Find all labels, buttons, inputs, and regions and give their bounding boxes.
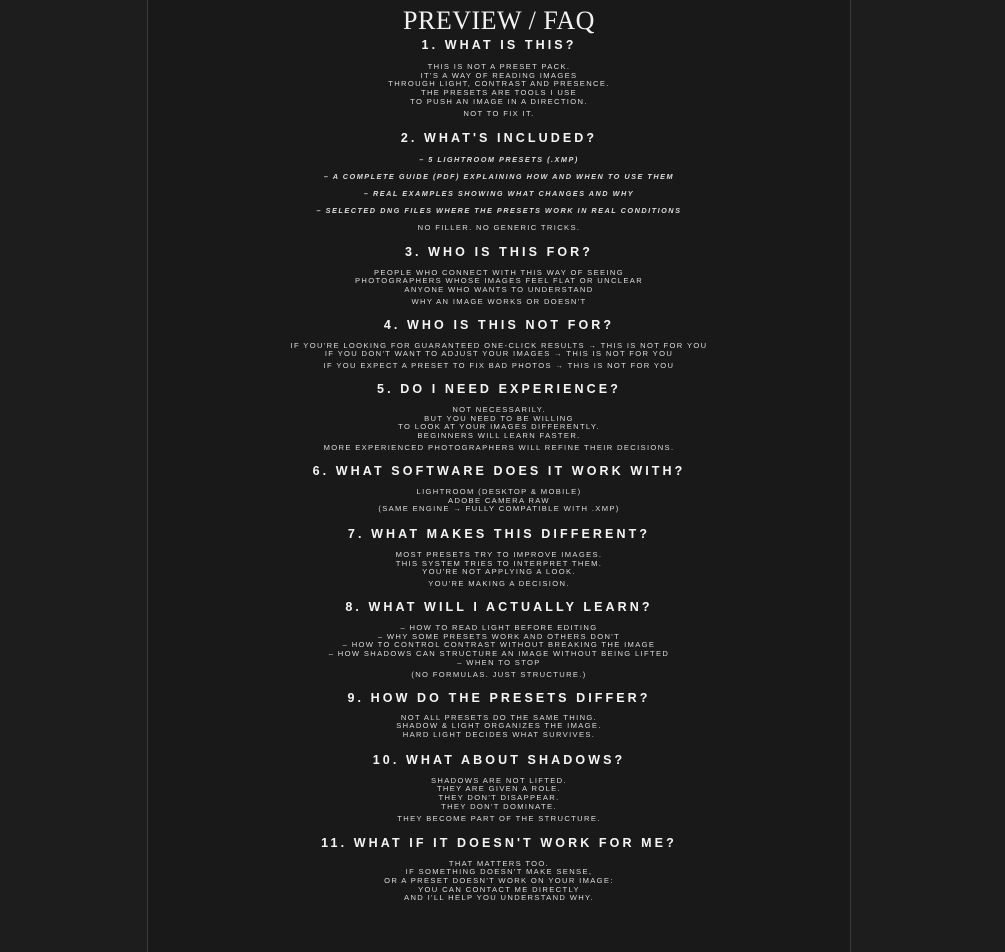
faq-section — [148, 463, 850, 514]
answer-closing: YOU'RE MAKING A DECISION. — [428, 579, 570, 589]
faq-question: 2. WHAT'S INCLUDED? — [400, 130, 598, 145]
answer-line: THIS SYSTEM TRIES TO INTERPRET THEM. — [395, 558, 603, 568]
answer-line: ANYONE WHO WANTS TO UNDERSTAND — [404, 284, 594, 294]
answer-line: IF YOU'RE LOOKING FOR GUARANTEED ONE-CLICK RESULTS → THIS IS NOT FOR YOU — [290, 340, 708, 350]
answer-closing: MORE EXPERIENCED PHOTOGRAPHERS WILL REFINE THEIR DECISIONS. — [323, 442, 675, 452]
faq-answer — [148, 269, 850, 306]
answer-line: THEY DON'T DOMINATE. — [441, 801, 557, 811]
answer-line: OR A PRESET DOESN'T WORK ON YOUR IMAGE: — [384, 875, 614, 885]
faq-question: 6. WHAT SOFTWARE DOES IT WORK WITH? — [312, 463, 686, 478]
faq-section — [148, 130, 850, 232]
answer-closing: NO FILLER. NO GENERIC TRICKS. — [417, 222, 581, 232]
answer-closing: (NO FORMULAS. JUST STRUCTURE.) — [411, 669, 587, 679]
faq-answer — [148, 342, 850, 370]
faq-answer — [148, 63, 850, 118]
answer-line: SHADOW & LIGHT ORGANIZES THE IMAGE. — [396, 721, 602, 731]
faq-answer — [148, 714, 850, 740]
answer-line: AND I'LL HELP YOU UNDERSTAND WHY. — [404, 893, 594, 903]
faq-section — [148, 381, 850, 452]
answer-line: TO LOOK AT YOUR IMAGES DIFFERENTLY. — [398, 422, 600, 432]
faq-answer — [148, 624, 850, 679]
page-title: PREVIEW / FAQ — [403, 6, 595, 35]
answer-closing: NOT TO FIX IT. — [463, 108, 535, 118]
faq-answer — [148, 551, 850, 588]
faq-section — [148, 690, 850, 740]
faq-answer — [148, 406, 850, 452]
answer-line: – HOW TO CONTROL CONTRAST WITHOUT BREAKING THE IMAGE — [342, 640, 656, 650]
faq-answer — [148, 777, 850, 823]
answer-line: THIS IS NOT A PRESET PACK. — [427, 62, 571, 71]
faq-question: 5. DO I NEED EXPERIENCE? — [377, 382, 621, 397]
answer-line: (SAME ENGINE → FULLY COMPATIBLE WITH .XMP) — [378, 504, 620, 514]
document-page — [147, 0, 851, 952]
answer-line: YOU CAN CONTACT ME DIRECTLY — [418, 884, 580, 894]
faq-answer — [148, 155, 850, 232]
faq-question: 10. WHAT ABOUT SHADOWS? — [372, 752, 626, 767]
answer-line: NOT ALL PRESETS DO THE SAME THING. — [400, 712, 598, 722]
faq-section — [148, 752, 850, 823]
faq-question: 9. HOW DO THE PRESETS DIFFER? — [347, 690, 651, 705]
answer-line: SHADOWS ARE NOT LIFTED. — [431, 775, 567, 785]
answer-closing: WHY AN IMAGE WORKS OR DOESN'T — [411, 296, 587, 306]
included-item: – SELECTED DNG FILES WHERE THE PRESETS WORK IN REAL CONDITIONS — [316, 205, 682, 215]
answer-line: THAT MATTERS TOO. — [448, 858, 550, 868]
answer-line: BUT YOU NEED TO BE WILLING — [424, 413, 574, 423]
answer-line: ADOBE CAMERA RAW — [448, 495, 550, 505]
answer-line: IF YOU DON'T WANT TO ADJUST YOUR IMAGES → THIS IS NOT FOR YOU — [324, 349, 674, 359]
answer-line: THEY DON'T DISAPPEAR. — [438, 793, 560, 803]
answer-line: IT'S A WAY OF READING IMAGES — [420, 70, 578, 80]
answer-line: – HOW SHADOWS CAN STRUCTURE AN IMAGE WITHOUT BEING LIFTED — [328, 649, 670, 659]
faq-section — [148, 835, 850, 904]
faq-section — [148, 526, 850, 588]
faq-question: 8. WHAT WILL I ACTUALLY LEARN? — [345, 600, 653, 615]
answer-line: PEOPLE WHO CONNECT WITH THIS WAY OF SEEING — [374, 267, 624, 277]
faq-section — [148, 37, 850, 118]
answer-line: TO PUSH AN IMAGE IN A DIRECTION. — [410, 96, 588, 106]
included-item: – A COMPLETE GUIDE (PDF) EXPLAINING HOW AND WHEN TO USE THEM — [323, 171, 675, 181]
faq-question: 4. WHO IS THIS NOT FOR? — [383, 317, 615, 332]
faq-answer — [148, 488, 850, 514]
answer-line: IF SOMETHING DOESN'T MAKE SENSE, — [405, 867, 593, 877]
answer-closing: IF YOU EXPECT A PRESET TO FIX BAD PHOTOS → THIS IS NOT FOR YOU — [323, 361, 675, 371]
answer-line: THROUGH LIGHT, CONTRAST AND PRESENCE. — [388, 79, 610, 89]
answer-line: NOT NECESSARILY. — [452, 405, 546, 415]
answer-line: BEGINNERS WILL LEARN FASTER. — [417, 431, 581, 441]
included-item: – 5 LIGHTROOM PRESETS (.XMP) — [419, 154, 579, 164]
faq-section — [148, 244, 850, 306]
answer-closing: THEY BECOME PART OF THE STRUCTURE. — [397, 813, 601, 823]
answer-line: PHOTOGRAPHERS WHOSE IMAGES FEEL FLAT OR UNCLEAR — [354, 276, 644, 286]
answer-line: – WHEN TO STOP — [457, 657, 541, 667]
answer-line: – HOW TO READ LIGHT BEFORE EDITING — [400, 623, 598, 633]
answer-line: YOU'RE NOT APPLYING A LOOK. — [422, 567, 576, 577]
answer-line: THEY ARE GIVEN A ROLE. — [436, 784, 562, 794]
answer-line: THE PRESETS ARE TOOLS I USE — [420, 88, 578, 98]
faq-question: 7. WHAT MAKES THIS DIFFERENT? — [347, 526, 651, 541]
faq-question: 1. WHAT IS THIS? — [421, 38, 577, 52]
faq-question: 11. WHAT IF IT DOESN'T WORK FOR ME? — [321, 835, 677, 850]
included-item: – REAL EXAMPLES SHOWING WHAT CHANGES AND WHY — [363, 188, 635, 198]
answer-line: MOST PRESETS TRY TO IMPROVE IMAGES. — [395, 549, 603, 559]
faq-section — [148, 599, 850, 679]
faq-question: 3. WHO IS THIS FOR? — [404, 244, 594, 259]
answer-line: HARD LIGHT DECIDES WHAT SURVIVES. — [402, 729, 596, 739]
answer-line: LIGHTROOM (DESKTOP & MOBILE) — [416, 486, 582, 496]
answer-line: – WHY SOME PRESETS WORK AND OTHERS DON'T — [377, 631, 621, 641]
faq-section — [148, 317, 850, 370]
faq-answer — [148, 860, 850, 904]
